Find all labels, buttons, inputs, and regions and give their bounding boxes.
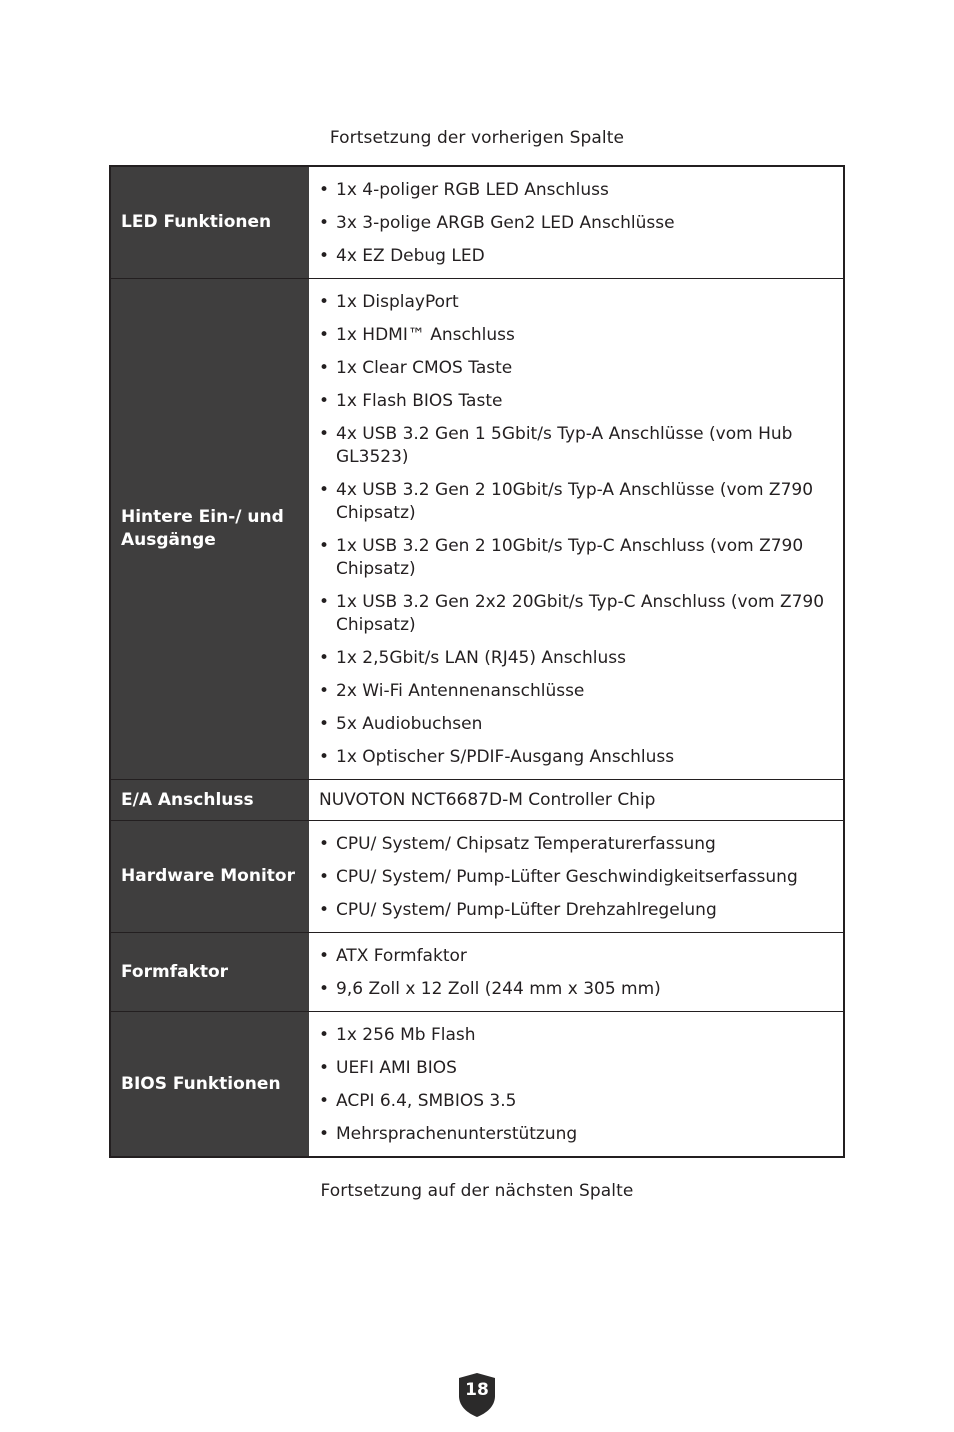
row-label: E/A Anschluss bbox=[110, 780, 309, 821]
list-item: • CPU/ System/ Chipsatz Temperaturerfassung bbox=[319, 833, 833, 856]
list-item: • 1x Optischer S/PDIF-Ausgang Anschluss bbox=[319, 746, 833, 769]
list-item: • 9,6 Zoll x 12 Zoll (244 mm x 305 mm) bbox=[319, 978, 833, 1001]
row-values bbox=[309, 1012, 844, 1158]
list-item: • UEFI AMI BIOS bbox=[319, 1057, 833, 1080]
spec-row-bios-features bbox=[110, 1012, 844, 1158]
row-value-text: NUVOTON NCT6687D-M Controller Chip bbox=[309, 780, 844, 821]
list-item: • 1x USB 3.2 Gen 2x2 20Gbit/s Typ-C Anschluss (vom Z790 Chipsatz) bbox=[319, 591, 833, 637]
list-item: • 4x USB 3.2 Gen 1 5Gbit/s Typ-A Anschlüsse (vom Hub GL3523) bbox=[319, 423, 833, 469]
row-values bbox=[309, 933, 844, 1012]
spec-row-io-connector bbox=[110, 780, 844, 821]
list-item: • 1x 4-poliger RGB LED Anschluss bbox=[319, 179, 833, 202]
list-item: • CPU/ System/ Pump-Lüfter Geschwindigkeitserfassung bbox=[319, 866, 833, 889]
specifications-table bbox=[109, 165, 845, 1158]
list-item: • 1x USB 3.2 Gen 2 10Gbit/s Typ-C Anschluss (vom Z790 Chipsatz) bbox=[319, 535, 833, 581]
spec-row-form-factor bbox=[110, 933, 844, 1012]
row-label: BIOS Funktionen bbox=[110, 1012, 309, 1158]
list-item: • 4x USB 3.2 Gen 2 10Gbit/s Typ-A Anschlüsse (vom Z790 Chipsatz) bbox=[319, 479, 833, 525]
continued-from-previous-caption: Fortsetzung der vorherigen Spalte bbox=[329, 128, 625, 148]
row-label: Hardware Monitor bbox=[110, 821, 309, 933]
row-label: Hintere Ein-/ und Ausgänge bbox=[110, 279, 309, 780]
page-number: 18 bbox=[465, 1380, 489, 1400]
list-item: • 3x 3-polige ARGB Gen2 LED Anschlüsse bbox=[319, 212, 833, 235]
page-number-badge bbox=[458, 1372, 496, 1418]
spec-row-hardware-monitor bbox=[110, 821, 844, 933]
list-item: • 5x Audiobuchsen bbox=[319, 713, 833, 736]
list-item: • Mehrsprachenunterstützung bbox=[319, 1123, 833, 1146]
list-item: • 1x Flash BIOS Taste bbox=[319, 390, 833, 413]
spec-row-rear-io bbox=[110, 279, 844, 780]
list-item: • 1x 2,5Gbit/s LAN (RJ45) Anschluss bbox=[319, 647, 833, 670]
list-item: • 4x EZ Debug LED bbox=[319, 245, 833, 268]
row-label: LED Funktionen bbox=[110, 166, 309, 279]
continued-on-next-caption: Fortsetzung auf der nächsten Spalte bbox=[320, 1181, 634, 1201]
list-item: • ACPI 6.4, SMBIOS 3.5 bbox=[319, 1090, 833, 1113]
list-item: • 1x DisplayPort bbox=[319, 291, 833, 314]
row-label: Formfaktor bbox=[110, 933, 309, 1012]
row-values bbox=[309, 279, 844, 780]
list-item: • 2x Wi-Fi Antennenanschlüsse bbox=[319, 680, 833, 703]
list-item: • ATX Formfaktor bbox=[319, 945, 833, 968]
spec-row-led-functions bbox=[110, 166, 844, 279]
bullet-list bbox=[319, 945, 833, 1001]
list-item: • 1x Clear CMOS Taste bbox=[319, 357, 833, 380]
bullet-list bbox=[319, 1024, 833, 1146]
list-item: • 1x HDMI™ Anschluss bbox=[319, 324, 833, 347]
row-values bbox=[309, 821, 844, 933]
bullet-list bbox=[319, 833, 833, 922]
bullet-list bbox=[319, 179, 833, 268]
list-item: • CPU/ System/ Pump-Lüfter Drehzahlregelung bbox=[319, 899, 833, 922]
row-values bbox=[309, 166, 844, 279]
bullet-list bbox=[319, 291, 833, 769]
list-item: • 1x 256 Mb Flash bbox=[319, 1024, 833, 1047]
